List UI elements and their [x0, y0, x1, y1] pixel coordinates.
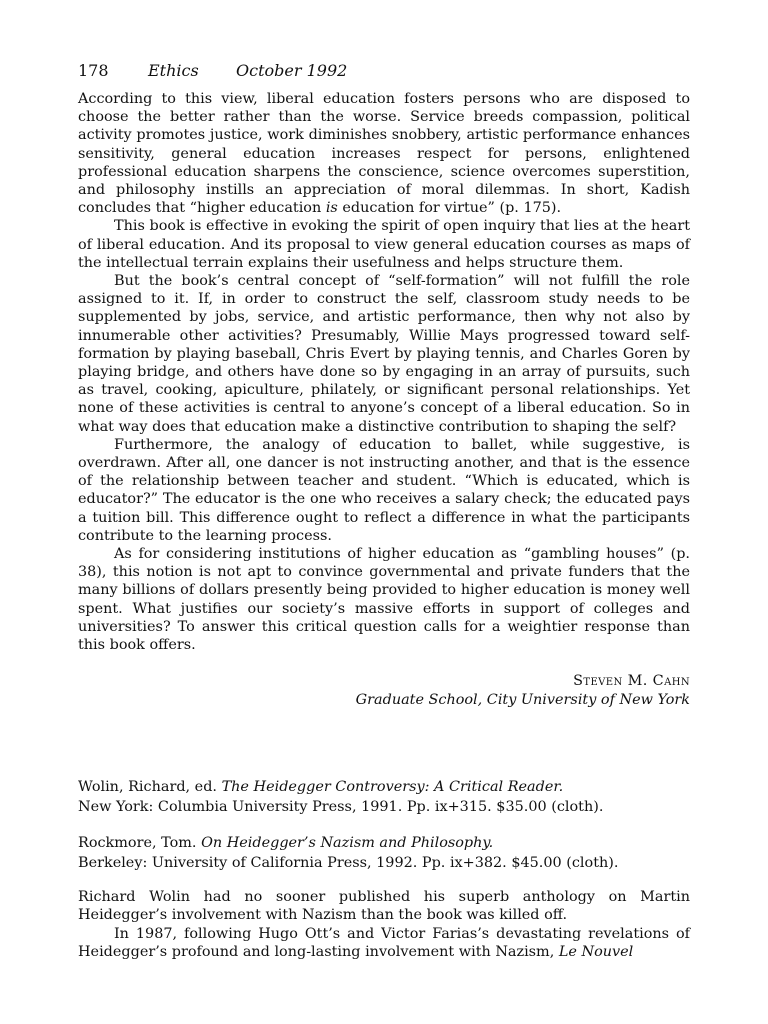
review-text — [78, 90, 690, 709]
paragraph: In 1987, following Hugo Ott’s and Victor Farias’s devastating revelations of Heidegger’s profound and long-lasting involvement with Nazism, Le Nouvel — [78, 925, 690, 961]
book-author: Wolin, Richard, ed. — [78, 779, 222, 795]
book-title: On Heidegger’s Nazism and Philosophy. — [201, 835, 494, 851]
emphasis: Le Nouvel — [558, 944, 634, 961]
journal-name: Ethics — [148, 61, 199, 80]
bibliography — [78, 778, 690, 890]
book-publication: Berkeley: University of California Press, 1992. Pp. ix+382. $45.00 (cloth). — [78, 854, 619, 871]
book-title: The Heidegger Controversy: A Critical Reader. — [221, 779, 564, 795]
paragraph: But the book’s central concept of “self-formation” will not fulfill the role assigned to it. If, in order to construct the self, classroom study needs to be supplemented by jobs, service, and artistic performance, then why not also by innumerable other activities? Presumably, Willie Mays progressed toward self-formation by playing baseball, Chris Evert by playing tennis, and Charles Goren by playing bridge, and others have done so by engaging in an array of pursuits, such as travel, cooking, apiculture, philately, or significant personal relationships. Yet none of these activities is central to anyone’s concept of a liberal education. So in what way does that education make a distinctive contribution to shaping the self? — [78, 273, 690, 435]
book-publication: New York: Columbia University Press, 1991. Pp. ix+315. $35.00 (cloth). — [78, 798, 604, 815]
paragraph: Furthermore, the analogy of education to ballet, while suggestive, is overdrawn. After all, one dancer is not instructing another, and that is the essence of the relationship between teacher and student. “Which is educated, which is educator?” The educator is the one who receives a salary check; the educated pays a tuition bill. This difference ought to reflect a difference in what the participants contribute to the learning process. — [78, 436, 690, 544]
reviewer-affiliation: Graduate School, City University of New York — [355, 691, 690, 708]
bibliography-entry — [78, 778, 690, 817]
new-review-text — [78, 888, 690, 962]
book-author: Rockmore, Tom. — [78, 835, 202, 851]
reviewer-signature — [78, 672, 690, 708]
emphasis: is — [325, 200, 338, 217]
paragraph: This book is effective in evoking the spirit of open inquiry that lies at the heart of liberal education. And its proposal to view general education courses as maps of the intellectual terrain explains their usefulness and helps structure them. — [78, 218, 690, 271]
paragraph: According to this view, liberal education fosters persons who are disposed to choose the better rather than the worse. Service breeds compassion, political activity promotes justice, work diminishes snobbery, artistic performance enhances sensitivity, general education increases respect for persons, enlightened professional education sharpens the conscience, science overcomes superstition, and philosophy instills an appreciation of moral dilemmas. In short, Kadish concludes that “higher education is education for virtue” (p. 175). — [78, 91, 690, 217]
running-header — [78, 60, 347, 82]
reviewer-name: Steven M. Cahn — [573, 673, 690, 690]
paragraph: As for considering institutions of higher education as “gambling houses” (p. 38), this notion is not apt to convince governmental and private funders that the many billions of dollars presently being provided to higher education is money well spent. What justifies our society’s massive efforts in support of colleges and universities? To answer this critical question calls for a weightier response than this book offers. — [78, 546, 690, 654]
bibliography-entry — [78, 834, 690, 873]
issue-date: October 1992 — [236, 61, 348, 80]
page-number: 178 — [78, 61, 109, 80]
paragraph: Richard Wolin had no sooner published his superb anthology on Martin Heidegger’s involvement with Nazism than the book was killed off. — [78, 889, 690, 924]
